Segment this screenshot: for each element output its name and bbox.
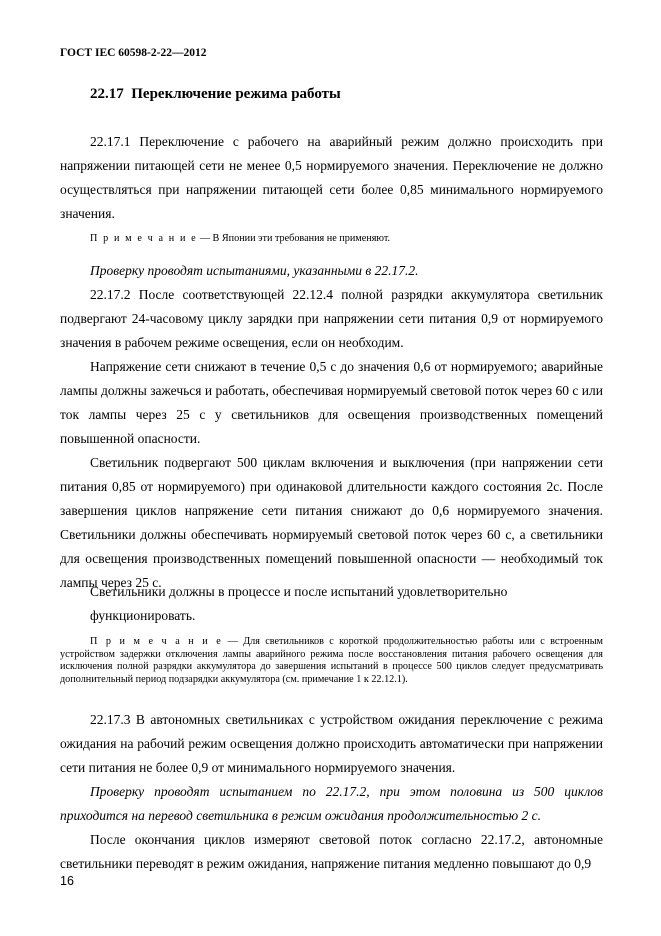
paragraph-voltage-reduction: Напряжение сети снижают в течение 0,5 с до значения 0,6 от нормируемого; аварийные лампы должны зажечься и работать, обеспечивая нормируемый световой поток через 60 с или ток лампы через 25 с у светильников для освещения производственных помещений повышенной опасности.: [60, 359, 603, 446]
note-label: П р и м е ч а н и е: [90, 636, 223, 647]
paragraph-22-17-1: 22.17.1 Переключение с рабочего на аварийный режим должно происходить при напряжении питающей сети не менее 0,5 нормируемого значения. Переключение не должно осуществляться при напряжении питающей сети более 0,85 минимального нормируемого значения.: [60, 134, 603, 221]
paragraph-after-cycles: После окончания циклов измеряют световой поток согласно 22.17.2, автономные светильники переводят в режим ожидания, напряжение питания медленно повышают до 0,9: [60, 832, 603, 871]
document-header: ГОСТ IEC 60598-2-22—2012: [60, 47, 207, 59]
note-short-duration: [60, 636, 603, 686]
paragraph-22-17-2: 22.17.2 После соответствующей 22.12.4 полной разрядки аккумулятора светильник подвергают 24-часовому циклу зарядки при напряжении сети питания 0,9 от нормируемого значения в рабочем режиме освещения, если он необходим.: [60, 287, 603, 350]
check-method-1: Проверку проводят испытаниями, указанными в 22.17.2.: [90, 263, 419, 278]
note-text: — Для светильников с короткой продолжительностью работы или с встроенным устройством задержки отключения лампы аварийного режима после восстановления питания рабочего освещения для исключения полной разрядки аккумулятора до завершения испытаний в процессе 500 циклов следует предусматривать дополнительный период подзарядки аккумулятора (см. примечание 1 к 22.12.1).: [60, 636, 604, 685]
page-number: 16: [60, 874, 74, 888]
paragraph-functioning-line2: функционировать.: [90, 608, 196, 623]
note-text: — В Японии эти требования не применяют.: [197, 233, 391, 244]
check-method-2: Проверку проводят испытанием по 22.17.2, при этом половина из 500 циклов приходится на перевод светильника в режим ожидания продолжительностью 2 с.: [60, 784, 603, 823]
paragraph-cycles: Светильник подвергают 500 циклам включения и выключения (при напряжении сети питания 0,85 от нормируемого) при одинаковой длительности каждого состояния 2с. После завершения циклов напряжение сети питания снижают до 0,6 нормируемого значения. Светильники должны обеспечивать нормируемый световой поток через 60 с, а светильники для освещения производственных помещений повышенной опасности — необходимый ток лампы через 25 с.: [60, 455, 603, 590]
paragraph-22-17-3: 22.17.3 В автономных светильниках с устройством ожидания переключение с режима ожидания на рабочий режим освещения должно происходить автоматически при напряжении сети питания не более 0,9 от минимального нормируемого значения.: [60, 712, 603, 775]
note-japan: [60, 233, 603, 246]
section-number: 22.17: [90, 86, 124, 102]
note-label: П р и м е ч а н и е: [90, 233, 198, 244]
section-title-text: Переключение режима работы: [131, 86, 341, 102]
paragraph-functioning-line1: Светильники должны в процессе и после испытаний удовлетворительно: [90, 584, 508, 599]
section-title: [90, 86, 341, 103]
